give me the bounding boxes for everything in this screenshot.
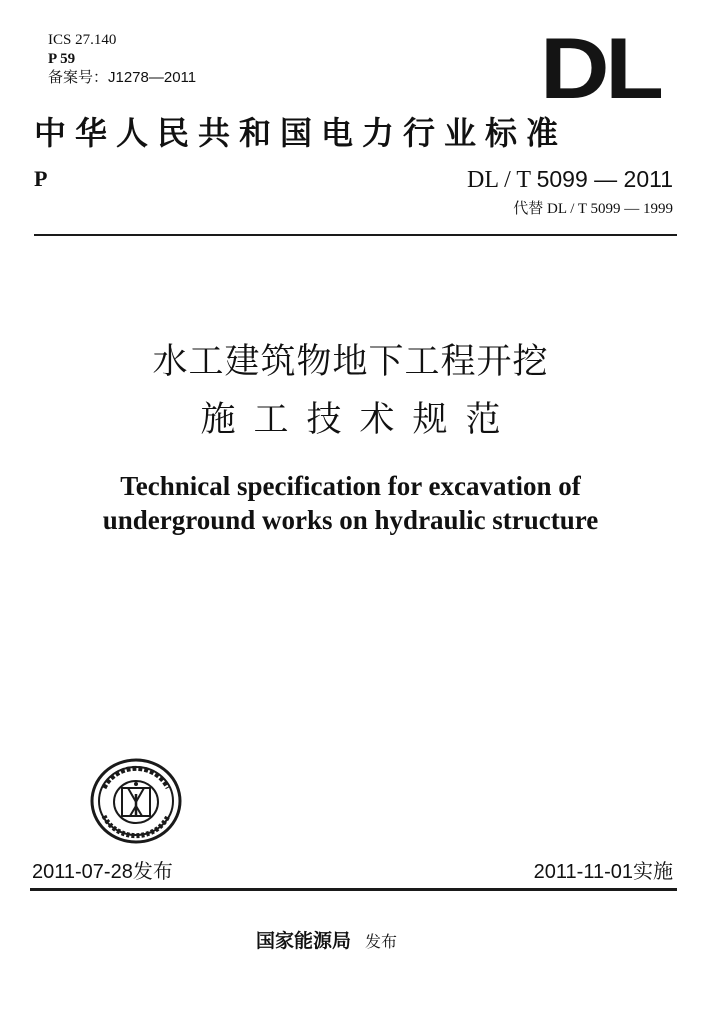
organization-seal-icon xyxy=(90,758,182,844)
publisher-name: 国家能源局 xyxy=(256,930,352,952)
replaces-standard: 代替 DL / T 5099 — 1999 xyxy=(513,201,673,217)
english-title-line-2: underground works on hydraulic structure xyxy=(102,505,599,535)
chinese-title-line-1: 水工建筑物地下工程开挖 xyxy=(152,342,549,382)
publisher xyxy=(256,929,397,954)
record-number: 备案号：J1278—2011 xyxy=(48,69,197,86)
ics-code: ICS 27.140 xyxy=(48,32,117,48)
english-title-line-1: Technical specification for excavation of xyxy=(120,471,581,501)
category-letter: P xyxy=(34,166,48,191)
bottom-divider xyxy=(30,888,677,891)
issue-date: 2011-07-28发布 xyxy=(32,861,173,883)
chinese-title-line-2: 施工技术规范 xyxy=(200,400,519,440)
implementation-date: 2011-11-01实施 xyxy=(533,861,673,883)
standard-prefix: DL / T xyxy=(467,167,537,193)
classification-code: P 59 xyxy=(48,51,76,67)
industry-standard-title: 中华人民共和国电力行业标准 xyxy=(34,114,568,152)
standard-number-value: 5099 — 2011 xyxy=(536,166,673,192)
publisher-action: 发布 xyxy=(365,932,398,951)
dl-logo: DL xyxy=(540,21,660,117)
top-divider xyxy=(34,234,677,236)
standard-number xyxy=(467,165,673,194)
